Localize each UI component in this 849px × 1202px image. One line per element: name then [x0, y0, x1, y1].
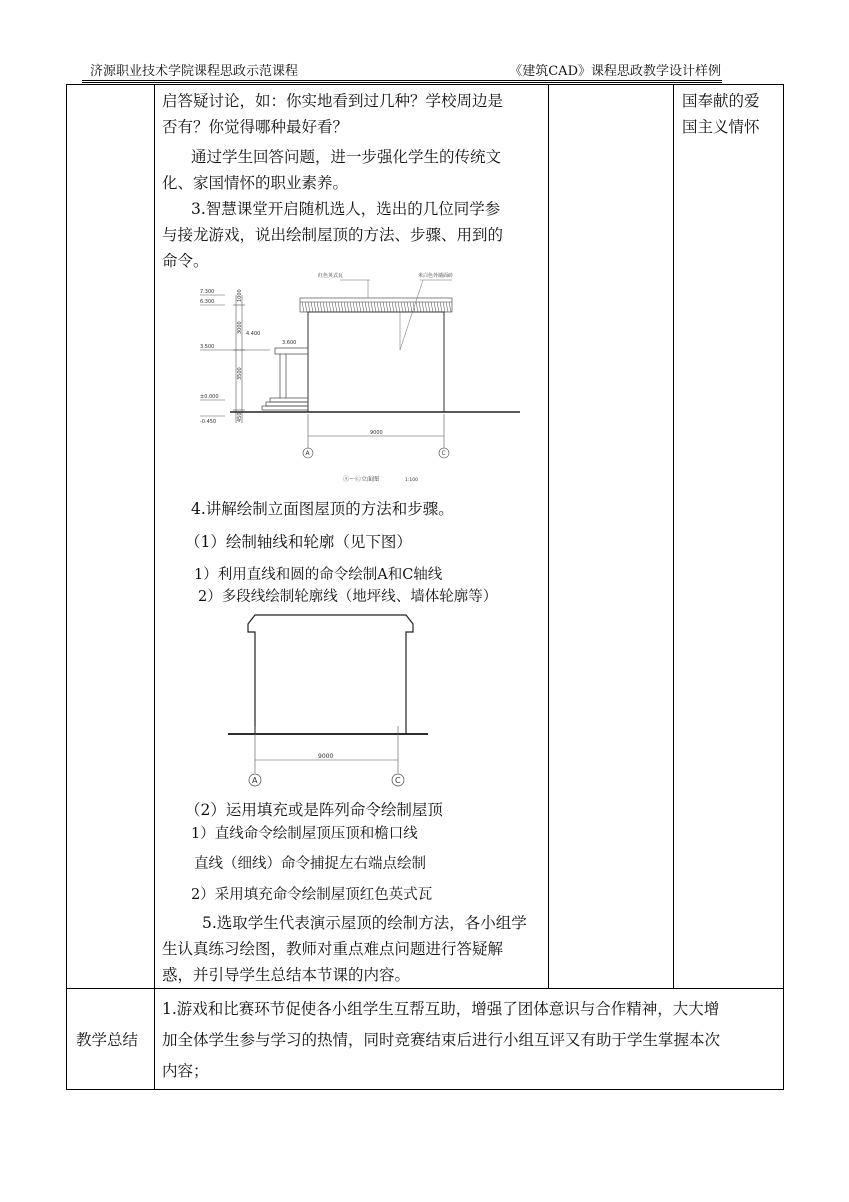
roof-hatch-line — [386, 302, 388, 312]
summary-text: 1.游戏和比赛环节促使各小组学生互帮互助，增强了团体意识与合作精神，大大增 加全体学生参与学习的热情，同时竞赛结束后进行小组互评又有助于学生掌握本次 内容； — [162, 1000, 721, 1080]
roof-hatch-line — [422, 302, 424, 312]
porch — [262, 348, 308, 410]
roof-hatch-line — [416, 302, 418, 312]
roof-hatch-line — [353, 302, 355, 312]
roof-hatch-line — [443, 302, 445, 312]
axis-label-c: C — [395, 776, 401, 785]
note-red-tiles: 红色英式瓦 — [318, 273, 344, 279]
roof-hatch-line — [428, 302, 430, 312]
roof-hatch-line — [305, 302, 307, 312]
substep-2-2: 2）采用填充命令绘制屋顶红色英式瓦 — [191, 887, 433, 903]
roof-hatch-line — [320, 302, 322, 312]
level-7300: 7.300 — [200, 289, 215, 295]
wall-outline — [308, 312, 444, 412]
substep-1-1: 1）利用直线和圆的命令绘制A和C轴线 — [194, 567, 443, 583]
roof-hatch-line — [410, 302, 412, 312]
header-school-title: 济源职业技术学院课程思政示范课程 — [90, 64, 299, 79]
roof-hatch-line — [446, 302, 448, 312]
level-3600: 3.600 — [282, 340, 297, 346]
span-dimension: 9000 — [318, 753, 334, 760]
substep-2-title: （2）运用填充或是阵列命令绘制屋顶 — [185, 801, 443, 819]
roof-hatch-line — [338, 302, 340, 312]
substep-1-2: 2）多段线绘制轮廓线（地坪线、墙体轮廓等） — [198, 589, 498, 605]
axis-label-a: A — [305, 450, 310, 457]
dim-450: 450 — [237, 412, 243, 422]
right-column-text: 国奉献的爱 国主义情怀 — [682, 92, 760, 136]
level-minus450: -0.450 — [200, 419, 217, 425]
roof-hatch-line — [356, 302, 358, 312]
roof-hatch-line — [308, 302, 310, 312]
step-5-paragraph: 5.选取学生代表演示屋顶的绘制方法，各小组学 生认真练习绘图，教师对重点难点问题进行答疑解 惑，并引导学生总结本节课的内容。 — [162, 914, 527, 984]
roof-hatch-line — [404, 302, 406, 312]
level-4400: 4.400 — [246, 331, 261, 337]
level-0000: ±0.000 — [200, 394, 219, 400]
roof-hatch-line — [314, 302, 316, 312]
roof-hatch-line — [302, 302, 304, 312]
axis-label-a: A — [252, 776, 258, 785]
roof-hatch-line — [395, 302, 397, 312]
elevation-scale: 1:100 — [405, 478, 418, 483]
roof-hatch-line — [359, 302, 361, 312]
header-rule-thin — [82, 82, 722, 83]
roof-hatch-line — [365, 302, 367, 312]
roof-hatch-line — [383, 302, 385, 312]
outline-drawing — [228, 608, 438, 793]
substep-2-1: 1）直线命令绘制屋顶压顶和檐口线 — [191, 826, 418, 842]
level-6300: 6.300 — [200, 299, 215, 305]
roof-hatch-line — [326, 302, 328, 312]
note-wall-tiles: 米白色外墙面砖 — [418, 273, 454, 279]
roof-hatch-line — [407, 302, 409, 312]
header-course-title: 《建筑CAD》课程思政教学设计样例 — [509, 64, 721, 79]
substep-1-title: （1）绘制轴线和轮廓（见下图） — [185, 533, 412, 551]
paragraph-discussion: 启答疑讨论，如：你实地看到过几种？学校周边是 否有？你觉得哪种最好看？ — [162, 92, 504, 136]
step-4-title: 4.讲解绘制立面图屋顶的方法和步骤。 — [191, 500, 454, 518]
paragraph-game: 3.智慧课堂开启随机选人，选出的几位同学参 与接龙游戏，说出绘制屋顶的方法、步骤、用到的 命令。 — [162, 200, 504, 270]
roof-hatch-line — [437, 302, 439, 312]
dim-1000: 1000 — [237, 289, 243, 302]
roof-hatch-line — [380, 302, 382, 312]
elevation-caption: Ⓐ～Ⓒ立面图 — [343, 476, 380, 483]
elevation-drawing — [190, 268, 545, 488]
substep-2-1-detail: 直线（细线）命令捕捉左右端点绘制 — [194, 856, 426, 872]
roof-hatch-line — [389, 302, 391, 312]
header-rule — [82, 80, 722, 81]
roof-tiles — [300, 298, 452, 312]
roof-hatch-line — [347, 302, 349, 312]
roof-hatch-line — [401, 302, 403, 312]
paragraph-culture: 通过学生回答问题，进一步强化学生的传统文 化、家国情怀的职业素养。 — [162, 148, 502, 192]
roof-hatch-line — [335, 302, 337, 312]
summary-label: 教学总结 — [76, 1031, 139, 1049]
level-3500: 3.500 — [200, 344, 215, 350]
roof-hatch-line — [374, 302, 376, 312]
dim-3000: 3000 — [237, 321, 243, 334]
roof-hatch-line — [371, 302, 373, 312]
roof-hatch-line — [419, 302, 421, 312]
roof-hatch-line — [434, 302, 436, 312]
roof-hatch-line — [344, 302, 346, 312]
roof-hatch-line — [323, 302, 325, 312]
roof-hatch-line — [332, 302, 334, 312]
roof-hatch-line — [440, 302, 442, 312]
roof-hatch-line — [317, 302, 319, 312]
roof-hatch-line — [377, 302, 379, 312]
dim-3500: 3500 — [237, 367, 243, 380]
roof-hatch — [302, 302, 451, 312]
axis-label-c: C — [441, 450, 446, 457]
roof-hatch-line — [329, 302, 331, 312]
roof-hatch-line — [350, 302, 352, 312]
roof-hatch-line — [398, 302, 400, 312]
roof-hatch-line — [311, 302, 313, 312]
roof-hatch-line — [431, 302, 433, 312]
roof-hatch-line — [341, 302, 343, 312]
roof-hatch-line — [425, 302, 427, 312]
roof-hatch-line — [449, 302, 451, 312]
span-dimension: 9000 — [370, 430, 383, 436]
roof-hatch-line — [392, 302, 394, 312]
roof-hatch-line — [368, 302, 370, 312]
roof-hatch-line — [362, 302, 364, 312]
